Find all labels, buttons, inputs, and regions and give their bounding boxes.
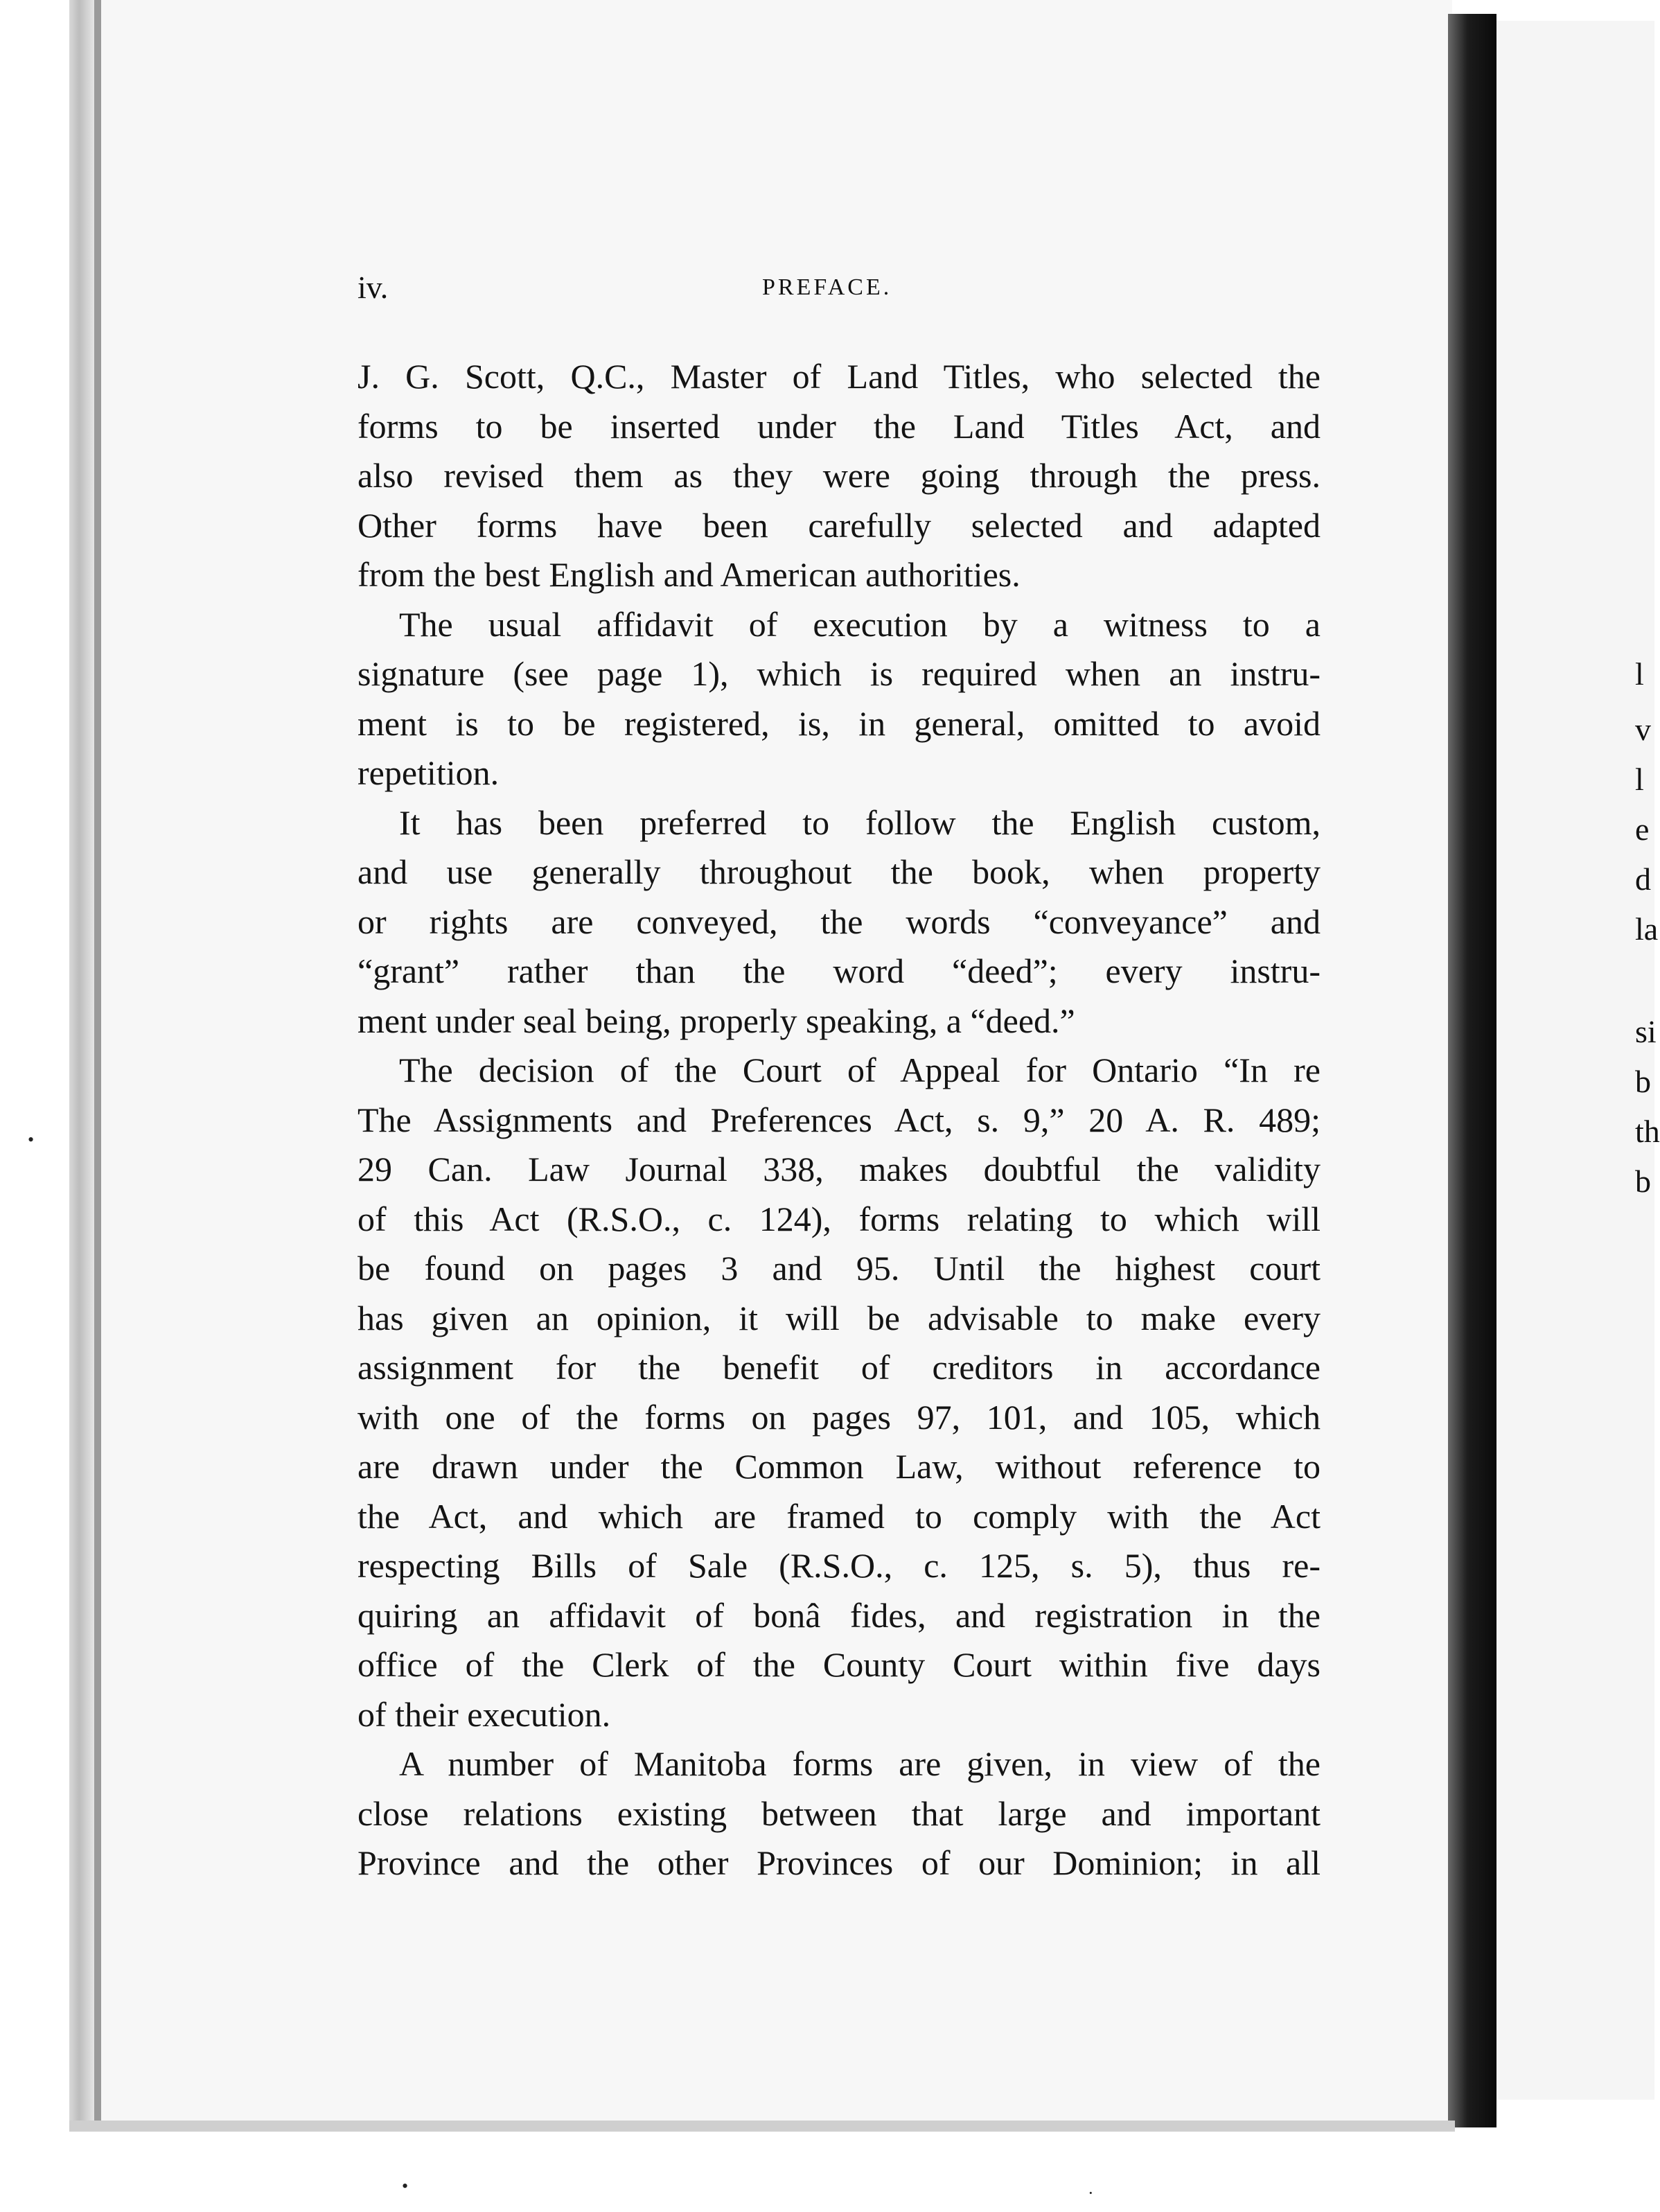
facing-page-letter: b bbox=[1635, 1164, 1651, 1199]
text-line: ment under seal being, properly speaking, a “deed.” bbox=[357, 1001, 1075, 1040]
text-line: signature (see page 1), which is required when an instru- bbox=[357, 654, 1321, 693]
text-line: Province and the other Provinces of our Dominion; in all bbox=[357, 1843, 1321, 1882]
text-line: ment is to be registered, is, in general, omitted to avoid bbox=[357, 703, 1321, 743]
text-line: assignment for the benefit of creditors in accordance bbox=[357, 1348, 1321, 1387]
scan-speck: • bbox=[28, 1130, 35, 1150]
facing-page-letter: e bbox=[1635, 811, 1650, 847]
facing-page-letter: la bbox=[1635, 911, 1659, 947]
paragraph bbox=[357, 1739, 1321, 1888]
page-header bbox=[357, 269, 1321, 310]
text-line: close relations existing between that large and important bbox=[357, 1793, 1321, 1833]
text-line: of this Act (R.S.O., c. 124), forms relating to which will bbox=[357, 1199, 1321, 1238]
text-line: repetition. bbox=[357, 753, 500, 792]
running-head: PREFACE. bbox=[762, 274, 892, 300]
book-left-edge bbox=[69, 0, 94, 2121]
text-line: with one of the forms on pages 97, 101, and 105, which bbox=[357, 1397, 1321, 1437]
paragraph bbox=[357, 1046, 1321, 1739]
text-line: The usual affidavit of execution by a witness to a bbox=[399, 604, 1321, 644]
facing-page-letter: l bbox=[1635, 762, 1644, 797]
paragraph bbox=[357, 600, 1321, 798]
text-line: J. G. Scott, Q.C., Master of Land Titles, who selected the bbox=[357, 357, 1321, 396]
facing-page-fragment bbox=[1496, 21, 1660, 2100]
text-line: also revised them as they were going through the press. bbox=[357, 456, 1321, 495]
paragraph bbox=[357, 352, 1321, 600]
preface-body bbox=[357, 352, 1321, 1888]
text-line: office of the Clerk of the County Court within five days bbox=[357, 1645, 1321, 1684]
text-line: “grant” rather than the word “deed”; every instru- bbox=[357, 951, 1321, 990]
text-line: The Assignments and Preferences Act, s. 9,” 20 A. R. 489; bbox=[357, 1100, 1321, 1139]
text-line: 29 Can. Law Journal 338, makes doubtful the validity bbox=[357, 1150, 1321, 1188]
text-line: It has been preferred to follow the English custom, bbox=[399, 802, 1321, 842]
scan-speck: • bbox=[402, 2176, 409, 2196]
text-line: has given an opinion, it will be advisable to make every bbox=[357, 1298, 1321, 1337]
text-line: quiring an affidavit of bonâ fides, and registration in the bbox=[357, 1595, 1321, 1635]
facing-page-letter: th bbox=[1635, 1114, 1660, 1149]
text-line: Other forms have been carefully selected and adapted bbox=[357, 505, 1321, 545]
text-line: be found on pages 3 and 95. Until the highest court bbox=[357, 1249, 1321, 1288]
text-line: and use generally throughout the book, when property bbox=[357, 852, 1321, 891]
text-line: from the best English and American authorities. bbox=[357, 555, 1021, 594]
text-line: or rights are conveyed, the words “conveyance” and bbox=[357, 902, 1321, 941]
scan-speck: · bbox=[1088, 2183, 1094, 2203]
text-line: A number of Manitoba forms are given, in view of the bbox=[399, 1744, 1321, 1783]
text-line: forms to be inserted under the Land Titles Act, and bbox=[357, 406, 1321, 446]
facing-page-letter: d bbox=[1635, 861, 1651, 897]
facing-page-letter: si bbox=[1635, 1014, 1657, 1049]
text-line: the Act, and which are framed to comply with the Act bbox=[357, 1496, 1321, 1536]
page-gutter-shadow bbox=[1448, 14, 1496, 2127]
text-line: respecting Bills of Sale (R.S.O., c. 125, s. 5), thus re- bbox=[357, 1546, 1321, 1585]
facing-page-letter: b bbox=[1635, 1064, 1651, 1099]
paragraph bbox=[357, 798, 1321, 1046]
page-number: iv. bbox=[357, 270, 389, 305]
facing-page-letter: v bbox=[1635, 712, 1651, 747]
text-line: of their execution. bbox=[357, 1694, 611, 1734]
book-bottom-edge bbox=[69, 2121, 1455, 2132]
text-line: The decision of the Court of Appeal for Ontario “In re bbox=[399, 1051, 1321, 1089]
facing-page-letter: l bbox=[1635, 656, 1644, 692]
text-line: are drawn under the Common Law, without reference to bbox=[357, 1447, 1321, 1486]
